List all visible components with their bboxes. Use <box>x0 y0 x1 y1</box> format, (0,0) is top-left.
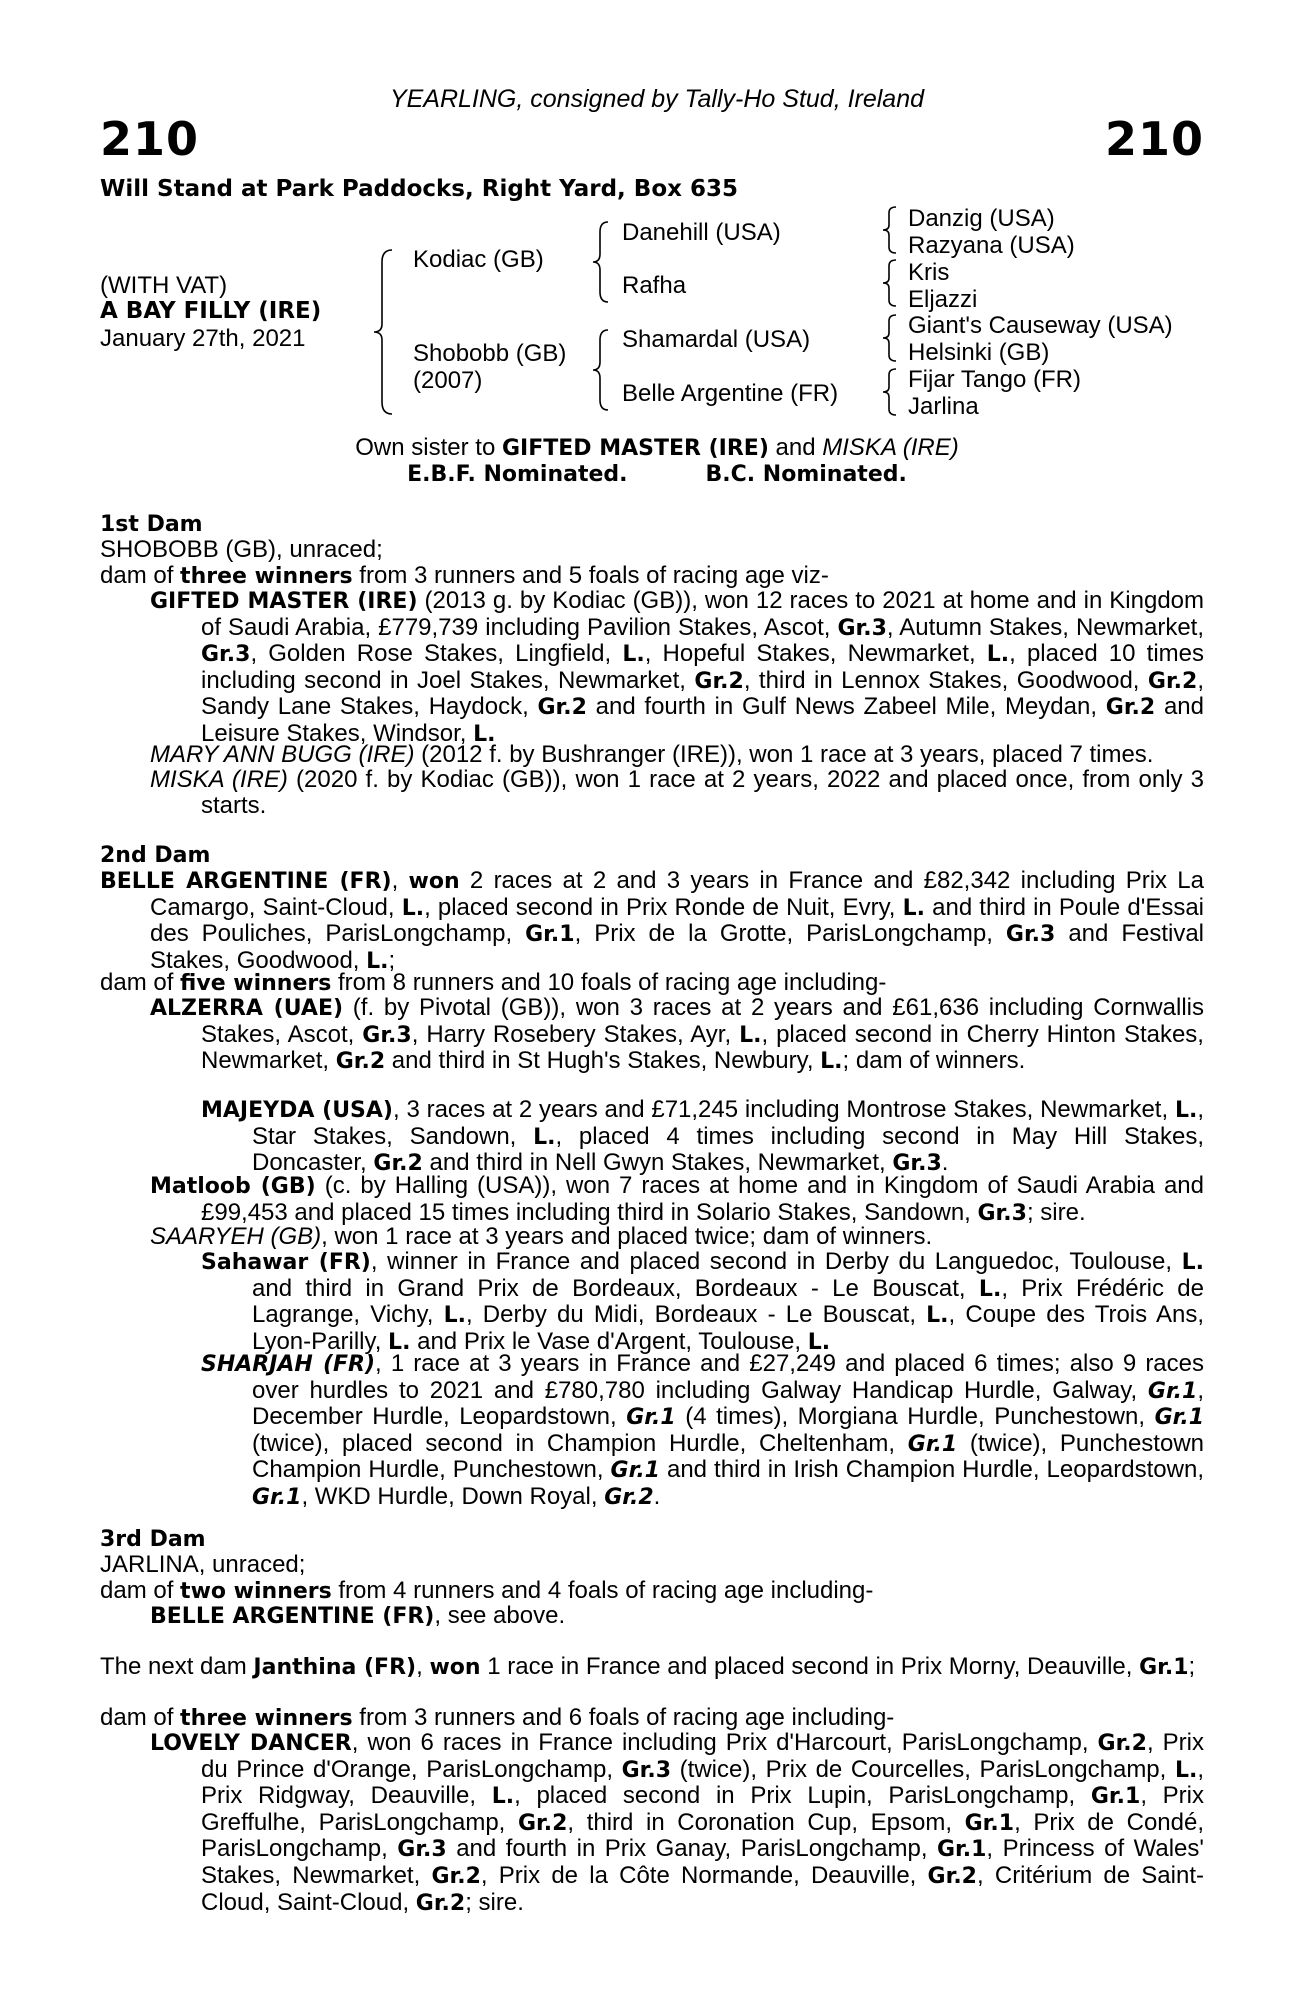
progeny-gifted-master: GIFTED MASTER (IRE) (2013 g. by Kodiac (GB)), won 12 races to 2021 at home and in Kingdom of Saudi Arabia, £779,739 including Pavilion Stakes, Ascot, Gr.3, Autumn Stakes, Newmarket, Gr.3, Golden Rose Stakes, Lingfield, L., Hopeful Stakes, Newmarket, L., placed 10 times including second in Joel Stakes, Newmarket, Gr.2, third in Lennox Stakes, Goodwood, Gr.2, Sandy Lane Stakes, Haydock, Gr.2 and fourth in Gulf News Zabeel Mile, Meydan, Gr.2 and Leisure Stakes, Windsor, L. <box>150 587 1205 747</box>
own-sister-note: Own sister to GIFTED MASTER (IRE) and MISKA (IRE) <box>355 434 959 461</box>
nominations: E.B.F. Nominated. B.C. Nominated. <box>407 462 907 487</box>
stand-location: Will Stand at Park Paddocks, Right Yard, Box 635 <box>100 176 738 202</box>
third-dam-text: JARLINA, unraced; dam of two winners from 4 runners and 4 foals of racing age including- <box>100 1551 874 1604</box>
pedigree-dam-dam: Belle Argentine (FR) <box>622 380 839 407</box>
pedigree-g1: Danzig (USA) <box>908 205 1055 232</box>
pedigree-g4: Eljazzi <box>908 286 978 313</box>
pedigree-brace-dam <box>590 328 614 412</box>
pedigree-brace-g3 <box>880 313 902 363</box>
pedigree-g7: Fijar Tango (FR) <box>908 366 1081 393</box>
foaling-date: January 27th, 2021 <box>100 325 306 352</box>
pedigree-dam: Shobobb (GB) <box>413 340 567 367</box>
pedigree-sire: Kodiac (GB) <box>413 246 544 273</box>
pedigree-g6: Helsinki (GB) <box>908 339 1050 366</box>
pedigree-sire-sire: Danehill (USA) <box>622 219 781 246</box>
progeny-mary-ann-bugg: MARY ANN BUGG (IRE) (2012 f. by Bushranger (IRE)), won 1 race at 3 years, placed 7 times. <box>150 741 1154 768</box>
pedigree-brace-g2 <box>880 258 902 308</box>
pedigree-g3: Kris <box>908 259 950 286</box>
pedigree-brace-sire <box>590 220 614 304</box>
progeny-saaryeh: SAARYEH (GB), won 1 race at 3 years and placed twice; dam of winners. <box>150 1223 933 1250</box>
progeny-majeyda: MAJEYDA (USA), 3 races at 2 years and £71,245 including Montrose Stakes, Newmarket, L., Star Stakes, Sandown, L., placed 4 times including second in May Hill Stakes, Doncaster, Gr.2 and third in Nell Gwyn Stakes, Newmarket, Gr.3. <box>201 1096 1204 1177</box>
vat-label: (WITH VAT) <box>100 272 228 299</box>
progeny-alzerra: ALZERRA (UAE) (f. by Pivotal (GB)), won 3 races at 2 years and £61,636 including Cornwallis Stakes, Ascot, Gr.3, Harry Rosebery Stakes, Ayr, L., placed second in Cherry Hinton Stakes, Newmarket, Gr.2 and third in St Hugh's Stakes, Newbury, L.; dam of winners. <box>150 994 1204 1075</box>
pedigree-dam-sire: Shamardal (USA) <box>622 326 811 353</box>
lot-number-right: 210 <box>1104 112 1204 166</box>
second-dam-summary: dam of five winners from 8 runners and 10 foals of racing age including- <box>100 969 887 996</box>
second-dam-text: BELLE ARGENTINE (FR), won 2 races at 2 and 3 years in France and £82,342 including Prix La Camargo, Saint-Cloud, L., placed second in Prix Ronde de Nuit, Evry, L. and third in Poule d'Essai des Pouliches, ParisLongchamp, Gr.1, Prix de la Grotte, ParisLongchamp, Gr.3 and Festival Stakes, Goodwood, L.; <box>100 867 1205 974</box>
pedigree-brace-g1 <box>880 205 902 255</box>
pedigree-brace-main <box>370 248 400 416</box>
next-dam-text: The next dam Janthina (FR), won 1 race in France and placed second in Prix Morny, Deauville, Gr.1; <box>100 1653 1196 1680</box>
progeny-sahawar: Sahawar (FR), winner in France and placed second in Derby du Languedoc, Toulouse, L. and third in Grand Prix de Bordeaux, Bordeaux - Le Bouscat, L., Prix Frédéric de Lagrange, Vichy, L., Derby du Midi, Bordeaux - Le Bouscat, L., Coupe des Trois Ans, Lyon-Parilly, L. and Prix le Vase d'Argent, Toulouse, L. <box>201 1248 1204 1355</box>
sale-caption: YEARLING, consigned by Tally-Ho Stud, Ireland <box>389 85 925 113</box>
lot-number-left: 210 <box>100 112 200 166</box>
pedigree-sire-dam: Rafha <box>622 272 687 299</box>
pedigree-dam-year: (2007) <box>413 367 483 394</box>
lot-name: A BAY FILLY (IRE) <box>100 298 322 324</box>
progeny-lovely-dancer: LOVELY DANCER, won 6 races in France including Prix d'Harcourt, ParisLongchamp, Gr.2, Prix du Prince d'Orange, ParisLongchamp, Gr.3 (twice), Prix de Courcelles, ParisLongchamp, L., Prix Ridgway, Deauville, L., placed second in Prix Lupin, ParisLongchamp, Gr.1, Prix Greffulhe, ParisLongchamp, Gr.2, third in Coronation Cup, Epsom, Gr.1, Prix de Condé, ParisLongchamp, Gr.3 and fourth in Prix Ganay, ParisLongchamp, Gr.1, Princess of Wales' Stakes, Newmarket, Gr.2, Prix de la Côte Normande, Deauville, Gr.2, Critérium de Saint-Cloud, Saint-Cloud, Gr.2; sire. <box>150 1729 1205 1916</box>
progeny-belle-argentine: BELLE ARGENTINE (FR), see above. <box>150 1602 566 1629</box>
first-dam-text: SHOBOBB (GB), unraced; dam of three winners from 3 runners and 5 foals of racing age viz- <box>100 536 829 589</box>
pedigree-brace-g4 <box>880 367 902 417</box>
section-title-first-dam: 1st Dam <box>100 512 203 537</box>
next-dam-summary: dam of three winners from 3 runners and 6 foals of racing age including- <box>100 1704 895 1731</box>
pedigree-g8: Jarlina <box>908 393 979 420</box>
pedigree-g2: Razyana (USA) <box>908 232 1075 259</box>
section-title-second-dam: 2nd Dam <box>100 843 211 868</box>
progeny-miska: MISKA (IRE) (2020 f. by Kodiac (GB)), won 1 race at 2 years, 2022 and placed once, from only 3 starts. <box>150 766 1204 819</box>
progeny-sharjah: SHARJAH (FR), 1 race at 3 years in France and £27,249 and placed 6 times; also 9 races over hurdles to 2021 and £780,780 including Galway Handicap Hurdle, Galway, Gr.1, December Hurdle, Leopardstown, Gr.1 (4 times), Morgiana Hurdle, Punchestown, Gr.1 (twice), placed second in Champion Hurdle, Cheltenham, Gr.1 (twice), Punchestown Champion Hurdle, Punchestown, Gr.1 and third in Irish Champion Hurdle, Leopardstown, Gr.1, WKD Hurdle, Down Royal, Gr.2. <box>201 1350 1205 1510</box>
pedigree-g5: Giant's Causeway (USA) <box>908 312 1173 339</box>
section-title-third-dam: 3rd Dam <box>100 1527 206 1552</box>
progeny-matloob: Matloob (GB) (c. by Halling (USA)), won 7 races at home and in Kingdom of Saudi Arabia and £99,453 and placed 15 times including third in Solario Stakes, Sandown, Gr.3; sire. <box>150 1172 1205 1226</box>
